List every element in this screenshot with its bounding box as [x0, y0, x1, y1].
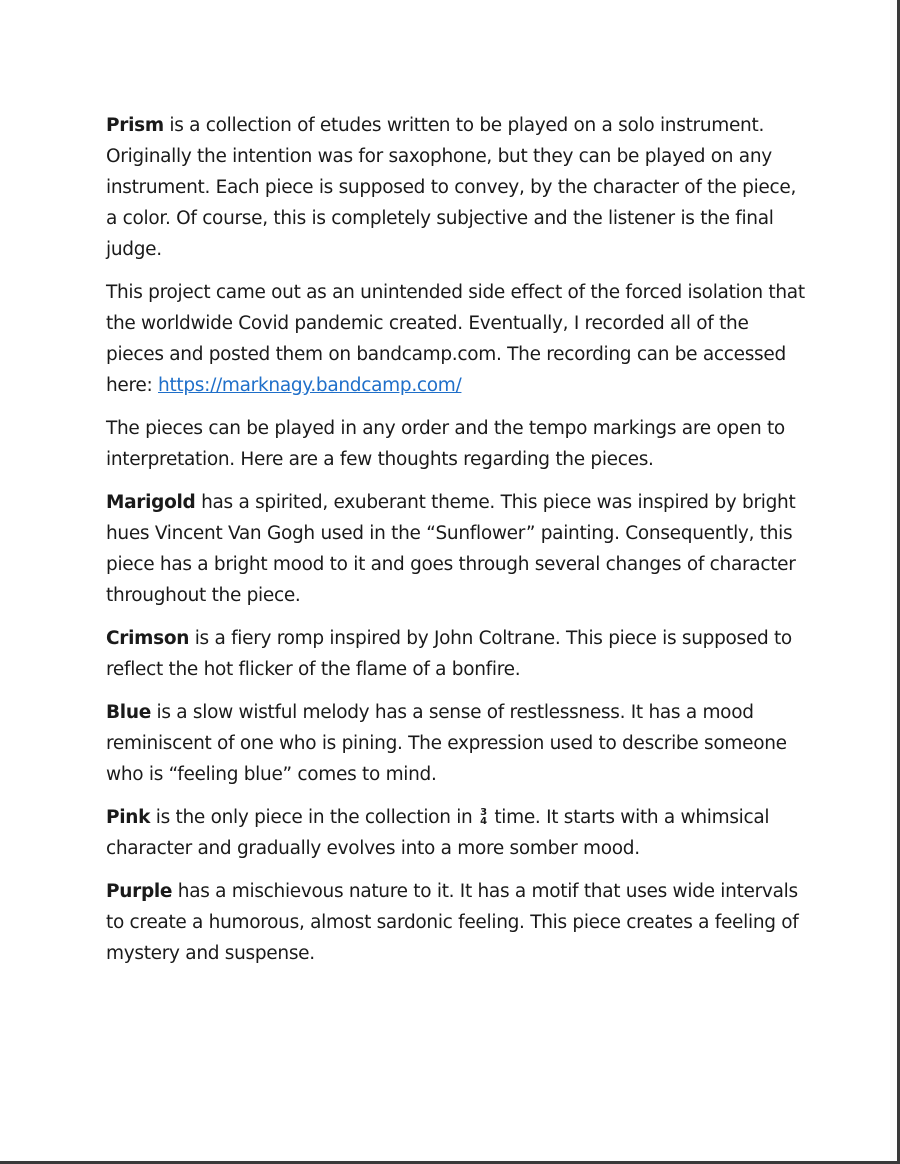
pink-title: Pink — [106, 807, 151, 828]
project-paragraph — [106, 277, 806, 401]
marigold-paragraph — [106, 487, 806, 611]
intro-paragraph — [106, 110, 806, 265]
blue-title: Blue — [106, 702, 151, 723]
blue-text: is a slow wistful melody has a sense of restlessness. It has a mood reminiscent of one who is pining. The expression used to describe someone who is “feeling blue” comes to mind. — [106, 702, 787, 785]
purple-title: Purple — [106, 881, 173, 902]
time-signature-bottom: 4 — [480, 816, 487, 827]
prism-title: Prism — [106, 115, 164, 136]
purple-text: has a mischievous nature to it. It has a motif that uses wide intervals to create a humorous, almost sardonic feeling. This piece creates a feeling of mystery and suspense. — [106, 881, 799, 964]
blue-paragraph — [106, 697, 806, 790]
crimson-text: is a fiery romp inspired by John Coltrane. This piece is supposed to reflect the hot flicker of the flame of a bonfire. — [106, 628, 792, 680]
marigold-text: has a spirited, exuberant theme. This piece was inspired by bright hues Vincent Van Gogh used in the “Sunflower” painting. Consequently, this piece has a bright mood to it and goes through several changes of character throughout the piece. — [106, 492, 796, 606]
crimson-title: Crimson — [106, 628, 190, 649]
intro-text: is a collection of etudes written to be played on a solo instrument. Originally the intention was for saxophone, but they can be played on any instrument. Each piece is supposed to convey, by the character of the piece, a color. Of course, this is completely subjective and the listener is the final judge. — [106, 115, 797, 260]
time-signature — [480, 808, 487, 826]
time-signature-top: 3 — [480, 807, 487, 818]
order-paragraph — [106, 413, 806, 475]
pink-paragraph — [106, 802, 806, 864]
marigold-title: Marigold — [106, 492, 196, 513]
order-text: The pieces can be played in any order and the tempo markings are open to interpretation. Here are a few thoughts regarding the pieces. — [106, 418, 785, 470]
crimson-paragraph — [106, 623, 806, 685]
document-body — [106, 110, 806, 981]
pink-text-before: is the only piece in the collection in — [150, 807, 479, 828]
project-text: This project came out as an unintended side effect of the forced isolation that the worldwide Covid pandemic created. Eventually, I recorded all of the pieces and posted them on bandcamp.com. The recording can be accessed here: — [106, 282, 805, 396]
purple-paragraph — [106, 876, 806, 969]
bandcamp-link[interactable]: https://marknagy.bandcamp.com/ — [158, 375, 462, 396]
pink-text-after: time. It starts with a whimsical character and gradually evolves into a more somber mood. — [106, 807, 770, 859]
